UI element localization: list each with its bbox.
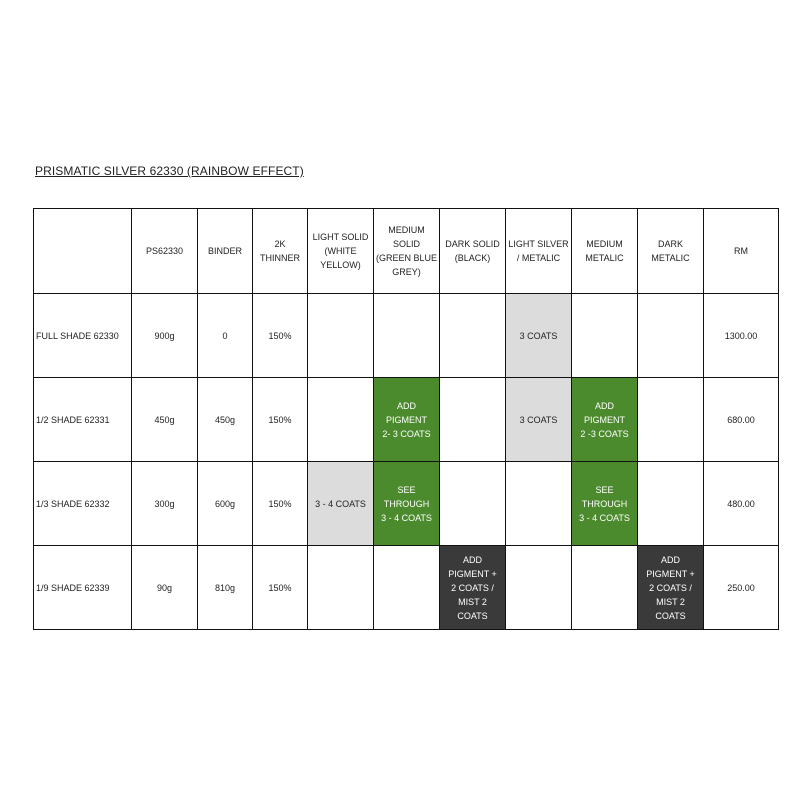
- ps-cell: 450g: [132, 378, 198, 462]
- header-binder: BINDER: [198, 209, 253, 294]
- dark-metalic-cell: [638, 294, 704, 378]
- row-label: FULL SHADE 62330: [34, 294, 132, 378]
- row-label: 1/3 SHADE 62332: [34, 462, 132, 546]
- binder-cell: 0: [198, 294, 253, 378]
- light-silver-cell: 3 COATS: [506, 294, 572, 378]
- header-light-solid: LIGHT SOLID (WHITE YELLOW): [308, 209, 374, 294]
- dark-metalic-cell: [638, 462, 704, 546]
- light-silver-cell: [506, 546, 572, 630]
- dark-metalic-cell: ADD PIGMENT + 2 COATS / MIST 2 COATS: [638, 546, 704, 630]
- header-dark-metalic: DARK METALIC: [638, 209, 704, 294]
- light-solid-cell: [308, 294, 374, 378]
- header-light-silver: LIGHT SILVER / METALIC: [506, 209, 572, 294]
- binder-cell: 810g: [198, 546, 253, 630]
- light-silver-cell: [506, 462, 572, 546]
- header-row: [34, 209, 779, 294]
- light-solid-cell: 3 - 4 COATS: [308, 462, 374, 546]
- table-row: [34, 546, 779, 630]
- rm-cell: 480.00: [704, 462, 779, 546]
- header-rm: RM: [704, 209, 779, 294]
- medium-solid-cell: ADD PIGMENT 2- 3 COATS: [374, 378, 440, 462]
- row-label: 1/2 SHADE 62331: [34, 378, 132, 462]
- binder-cell: 600g: [198, 462, 253, 546]
- thinner-cell: 150%: [253, 462, 308, 546]
- row-label: 1/9 SHADE 62339: [34, 546, 132, 630]
- light-solid-cell: [308, 546, 374, 630]
- medium-metalic-cell: [572, 546, 638, 630]
- medium-solid-cell: [374, 294, 440, 378]
- medium-solid-cell: SEE THROUGH 3 - 4 COATS: [374, 462, 440, 546]
- light-solid-cell: [308, 378, 374, 462]
- table-row: [34, 462, 779, 546]
- header-2k-thinner: 2K THINNER: [253, 209, 308, 294]
- ps-cell: 900g: [132, 294, 198, 378]
- dark-metalic-cell: [638, 378, 704, 462]
- thinner-cell: 150%: [253, 546, 308, 630]
- thinner-cell: 150%: [253, 294, 308, 378]
- ps-cell: 300g: [132, 462, 198, 546]
- header-ps62330: PS62330: [132, 209, 198, 294]
- medium-metalic-cell: SEE THROUGH 3 - 4 COATS: [572, 462, 638, 546]
- header-medium-solid: MEDIUM SOLID (GREEN BLUE GREY): [374, 209, 440, 294]
- table-row: [34, 378, 779, 462]
- header-dark-solid: DARK SOLID (BLACK): [440, 209, 506, 294]
- dark-solid-cell: [440, 378, 506, 462]
- dark-solid-cell: [440, 294, 506, 378]
- shade-table: [33, 208, 779, 630]
- document-title: PRISMATIC SILVER 62330 (RAINBOW EFFECT): [35, 164, 304, 178]
- dark-solid-cell: ADD PIGMENT + 2 COATS / MIST 2 COATS: [440, 546, 506, 630]
- ps-cell: 90g: [132, 546, 198, 630]
- rm-cell: 250.00: [704, 546, 779, 630]
- medium-metalic-cell: ADD PIGMENT 2 -3 COATS: [572, 378, 638, 462]
- rm-cell: 1300.00: [704, 294, 779, 378]
- medium-metalic-cell: [572, 294, 638, 378]
- binder-cell: 450g: [198, 378, 253, 462]
- header-medium-metalic: MEDIUM METALIC: [572, 209, 638, 294]
- header-cell-blank: [34, 209, 132, 294]
- light-silver-cell: 3 COATS: [506, 378, 572, 462]
- rm-cell: 680.00: [704, 378, 779, 462]
- thinner-cell: 150%: [253, 378, 308, 462]
- dark-solid-cell: [440, 462, 506, 546]
- table-row: [34, 294, 779, 378]
- medium-solid-cell: [374, 546, 440, 630]
